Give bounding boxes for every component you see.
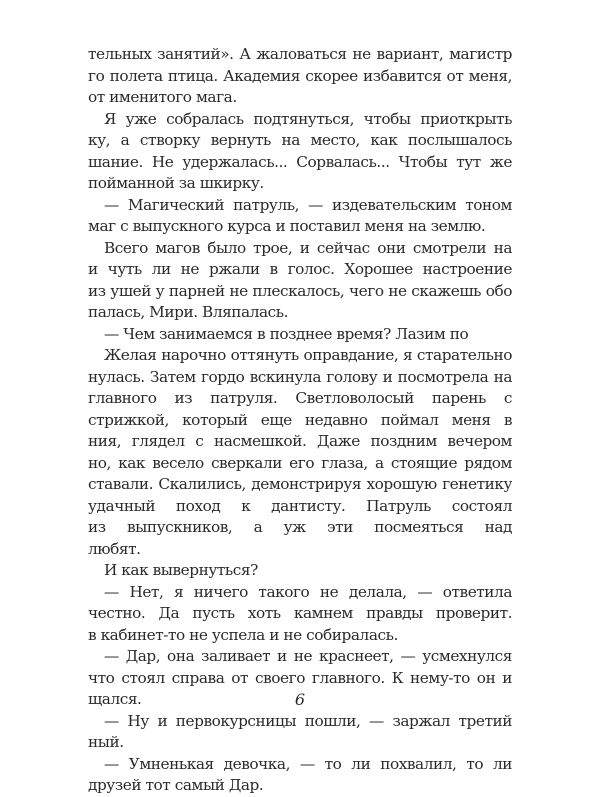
text-line: — Магический патруль, — издевательским тоном [104,195,512,214]
text-line: ку, а створку вернуть на место, как послышалось [88,131,512,149]
text-line: — Чем занимаемся в позднее время? Лазим по [104,324,469,343]
body-text [88,44,512,797]
text-line: — Умненькая девочка, — то ли похвалил, то ли [104,754,512,773]
text-line: от именитого мага. [88,88,237,106]
text-line: ния, глядел с насмешкой. Даже поздним вечером [88,432,512,450]
text-line: удачный поход к дантисту. Патруль состоял [88,496,512,515]
text-line: Я уже собралась подтянуться, чтобы приоткрыть [104,109,512,128]
text-line: тельных занятий». А жаловаться не вариант, магистр [88,45,512,63]
text-line: из выпускников, а уж эти посмеяться над [88,518,512,536]
text-line: — Нет, я ничего такого не делала, — ответила [104,582,512,601]
text-line: И как вывернуться? [104,561,258,579]
text-line: — Ну и первокурсницы пошли, — заржал третий [104,711,512,730]
text-line: любят. [88,539,141,558]
text-line: — Дар, она заливает и не краснеет, — усмехнулся [104,647,512,665]
text-line: палась, Мири. Вляпалась. [88,303,289,321]
text-line: ный. [88,733,124,751]
text-line: ставали. Скалились, демонстрируя хорошую генетику [88,475,512,493]
text-line: из ушей у парней не плескалось, чего не скажешь обо [88,281,512,300]
text-line: Всего магов было трое, и сейчас они смотрели на [104,238,512,257]
text-line: честно. Да пусть хоть камнем правды проверит. [88,604,512,622]
text-line: но, как весело сверкали его глаза, а стоящие рядом [88,453,512,472]
text-line: шание. Не удержалась... Сорвалась... Чтобы тут же [88,152,512,171]
text-line: щался. [88,690,142,708]
text-line: и чуть ли не ржали в голос. Хорошее настроение [88,260,512,278]
text-line: в кабинет-то не успела и не собиралась. [88,625,398,644]
text-line: Желая нарочно оттянуть оправдание, я старательно [104,346,512,364]
text-line: пойманной за шкирку. [88,174,264,192]
text-line: нулась. Затем гордо вскинула голову и посмотрела на [88,367,512,386]
text-line: маг с выпускного курса и поставил меня на землю. [88,217,486,235]
text-line: стрижкой, который еще недавно поймал меня в [88,410,512,429]
text-line: го полета птица. Академия скорее избавится от меня, [88,66,512,85]
text-line: что стоял справа от своего главного. К нему-то он и [88,668,512,687]
text-line: друзей тот самый Дар. [88,776,264,794]
page-number: 6 [294,690,306,709]
text-line: главного из патруля. Светловолосый парень с [88,389,512,407]
